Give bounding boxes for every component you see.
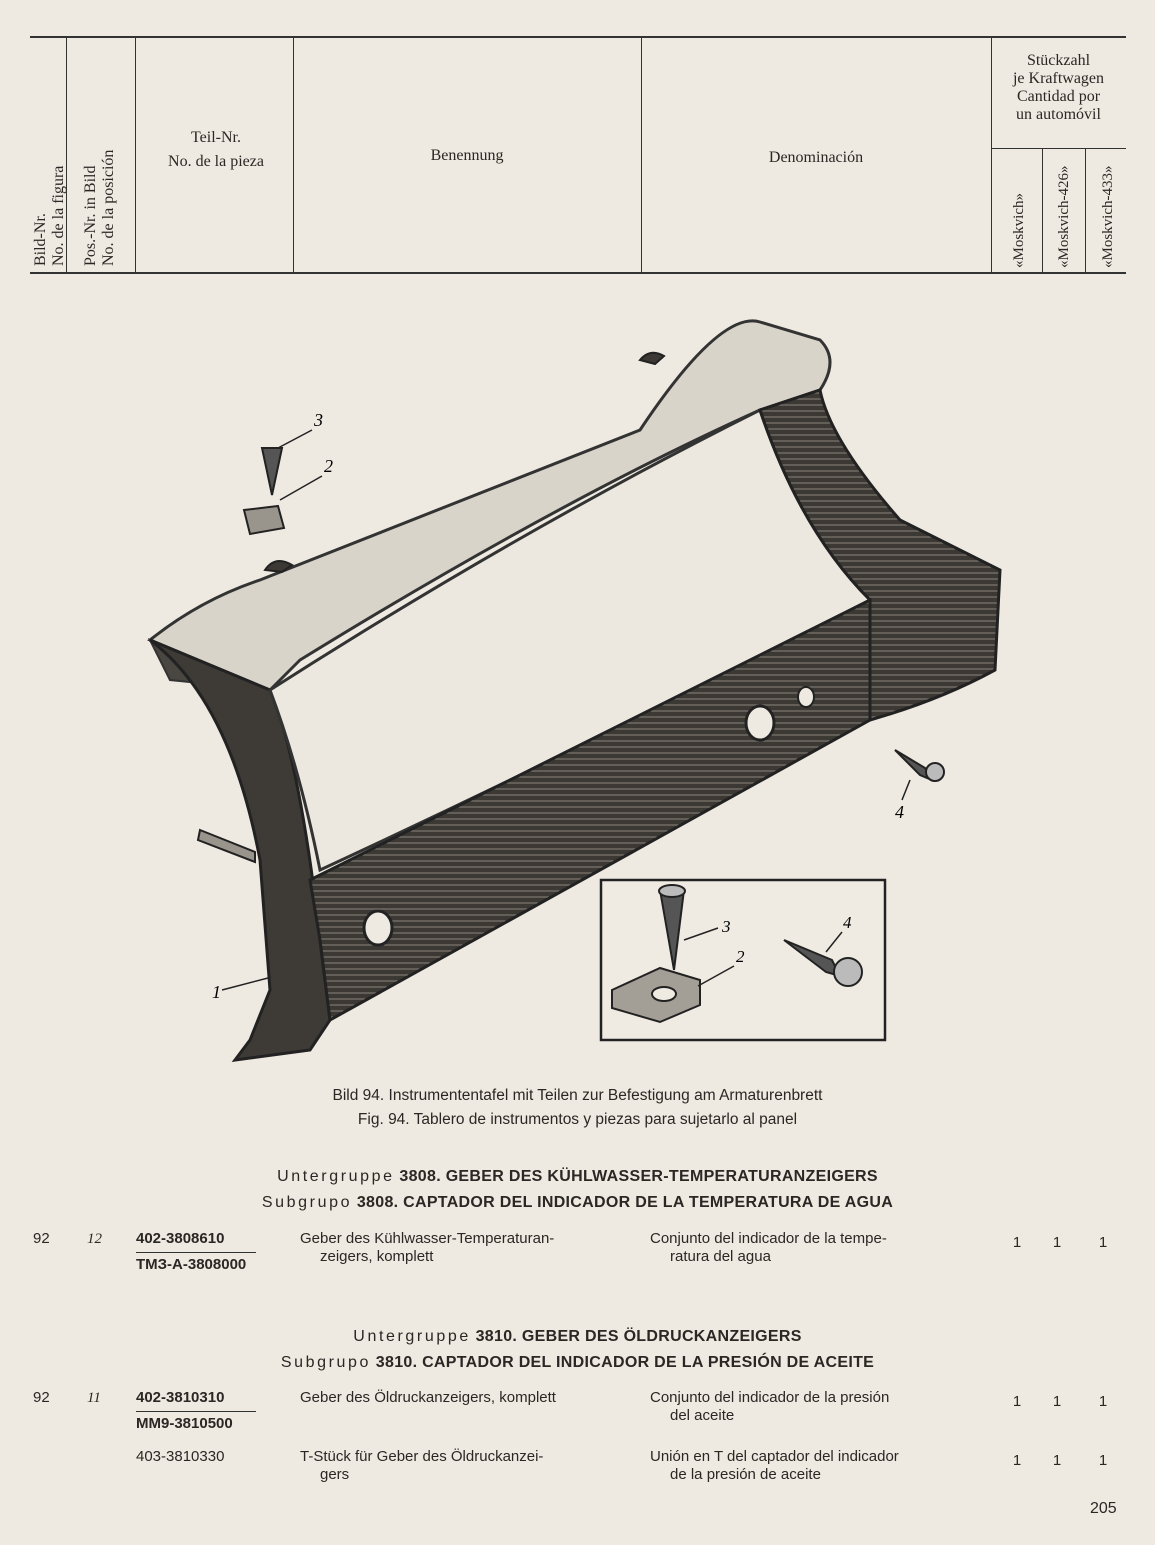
subgroup-3810-title-es: Subgrupo 3810. CAPTADOR DEL INDICADOR DE LA PRESIÓN DE ACEITE: [280, 1354, 875, 1371]
qty-moskvich-433: 1: [1098, 1452, 1108, 1469]
page-number: 205: [1090, 1500, 1117, 1517]
fig-number: 92: [33, 1230, 50, 1247]
qty-moskvich-433: 1: [1098, 1234, 1108, 1251]
header-divider: [135, 36, 136, 274]
part-number-alt: ММ9-3810500: [136, 1411, 256, 1433]
col-es-label: Denominación: [768, 149, 864, 166]
header-top-rule: [30, 36, 1126, 38]
panel-hole-small: [798, 687, 814, 707]
col-qty-label: Stückzahl je Kraftwagen Cantidad por un automóvil: [1012, 52, 1105, 123]
col-de-label: Benennung: [430, 147, 504, 164]
table-row: [0, 1389, 1155, 1439]
figure-caption-de: Bild 94. Instrumententafel mit Teilen zur Befestigung am Armaturenbrett: [332, 1087, 823, 1104]
qty-moskvich-426: 1: [1052, 1393, 1062, 1410]
part-number: 403-3810330: [136, 1448, 225, 1465]
callout-2: 2: [324, 456, 333, 476]
model-moskvich: «Moskvich»: [1011, 193, 1027, 268]
model-moskvich-433: «Moskvich-433»: [1100, 165, 1116, 268]
inset-callout-3: 3: [722, 917, 731, 936]
screw-3-icon: [262, 448, 282, 495]
description-de: Geber des Kühlwasser-Temperaturan- zeigers, komplett: [300, 1230, 555, 1265]
part-number-alt: ТМЗ-А-3808000: [136, 1252, 256, 1274]
callout-1: 1: [212, 982, 221, 1002]
model-moskvich-426: «Moskvich-426»: [1056, 165, 1072, 268]
subgroup-3810-title-de: Untergruppe 3810. GEBER DES ÖLDRUCKANZEIGERS: [353, 1328, 802, 1345]
part-number: 402-3808610: [136, 1230, 225, 1247]
description-de: Geber des Öldruckanzeigers, komplett: [300, 1389, 556, 1406]
position-number: 12: [87, 1231, 102, 1247]
position-number: 11: [87, 1390, 101, 1406]
qty-moskvich: 1: [1012, 1234, 1022, 1251]
panel-hole-right: [746, 706, 774, 740]
header-divider: [1085, 148, 1086, 274]
figure-caption-es: Fig. 94. Tablero de instrumentos y piezas para sujetarlo al panel: [357, 1111, 798, 1128]
qty-moskvich: 1: [1012, 1452, 1022, 1469]
subgroup-3808-title-es: Subgrupo 3808. CAPTADOR DEL INDICADOR DE LA TEMPERATURA DE AGUA: [261, 1194, 894, 1211]
subgroup-3808-title-de: Untergruppe 3808. GEBER DES KÜHLWASSER-TEMPERATURANZEIGERS: [277, 1168, 878, 1185]
part-number: 402-3810310: [136, 1389, 225, 1406]
col-part-label: Teil-Nr. No. de la pieza: [168, 129, 264, 170]
clip-2-icon: [244, 506, 284, 534]
qty-moskvich-426: 1: [1052, 1452, 1062, 1469]
description-de: T-Stück für Geber des Öldruckanzei- gers: [300, 1448, 544, 1483]
callout-4: 4: [895, 802, 904, 822]
qty-moskvich: 1: [1012, 1393, 1022, 1410]
qty-moskvich-426: 1: [1052, 1234, 1062, 1251]
inset-callout-2: 2: [736, 947, 745, 966]
table-row: [0, 1230, 1155, 1280]
header-divider: [991, 148, 1126, 149]
description-es: Conjunto del indicador de la tempe- ratura del agua: [650, 1230, 887, 1265]
header-bottom-rule: [30, 272, 1126, 274]
panel-stud: [198, 830, 255, 862]
col-pos-label: Pos.-Nr. in Bild No. de la posición: [82, 149, 117, 266]
table-row: [0, 1448, 1155, 1498]
inset-callout-4: 4: [843, 913, 852, 932]
qty-moskvich-433: 1: [1098, 1393, 1108, 1410]
description-es: Conjunto del indicador de la presión del aceite: [650, 1389, 890, 1424]
header-divider: [1042, 148, 1043, 274]
description-es: Unión en T del captador del indicador de la presión de aceite: [650, 1448, 899, 1483]
col-fig-label: Bild-Nr. No. de la figura: [32, 165, 67, 266]
column-header-table: [30, 36, 1126, 288]
fig-number: 92: [33, 1389, 50, 1406]
panel-hole-left: [364, 911, 392, 945]
callout-3: 3: [314, 410, 323, 430]
instrument-panel-illustration: [0, 300, 1155, 1080]
